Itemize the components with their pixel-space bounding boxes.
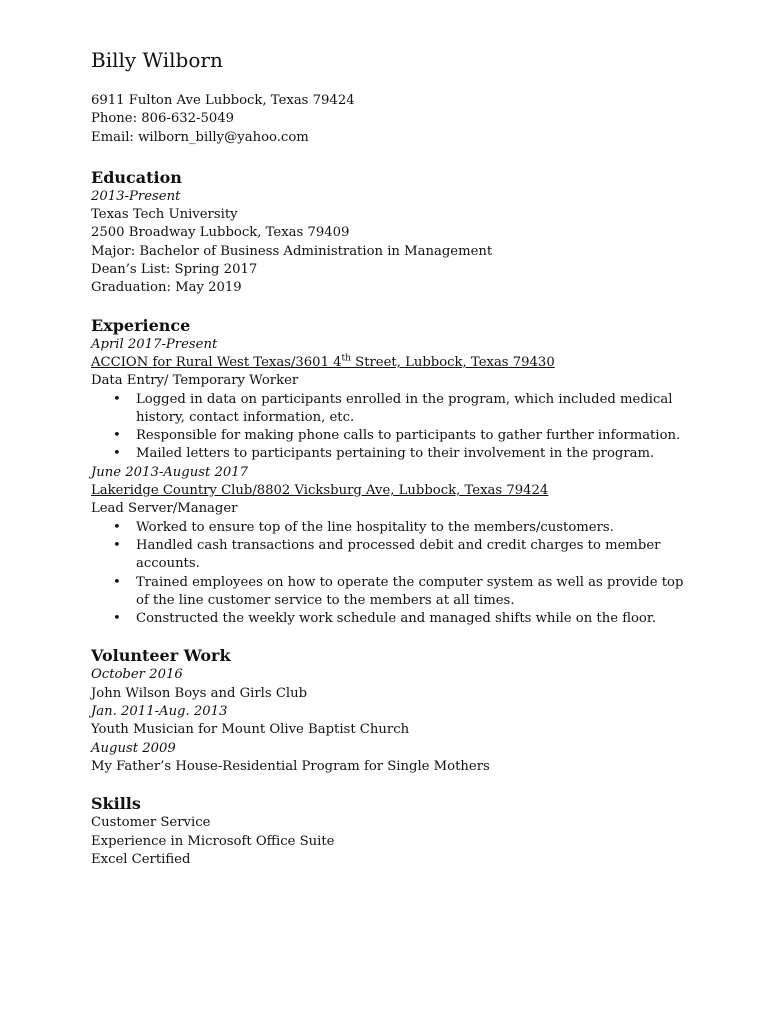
- job-bullet: [91, 391, 691, 428]
- contact-phone: Phone: 806-632-5049: [91, 111, 235, 127]
- job-bullet: [91, 574, 691, 611]
- candidate-name: Billy Wilborn: [91, 48, 223, 72]
- job-bullet-list: [91, 519, 691, 629]
- job-bullet: [91, 537, 691, 574]
- education-school: Texas Tech University: [91, 207, 238, 223]
- bullet-icon: •: [113, 519, 121, 535]
- education-date: 2013-Present: [91, 188, 181, 204]
- experience-heading: Experience: [91, 315, 191, 335]
- job-bullet-text: Responsible for making phone calls to participants to gather further information.: [136, 428, 681, 444]
- skill-item: Customer Service: [91, 815, 211, 831]
- job-bullet: [91, 445, 691, 463]
- bullet-icon: •: [113, 574, 121, 590]
- education-deans-list: Dean’s List: Spring 2017: [91, 262, 258, 278]
- volunteer-date: August 2009: [91, 740, 176, 756]
- volunteer-heading: Volunteer Work: [91, 646, 231, 666]
- education-graduation: Graduation: May 2019: [91, 280, 242, 296]
- job-organization-text-end: Street, Lubbock, Texas 79430: [350, 354, 555, 370]
- education-major: Major: Bachelor of Business Administration in Management: [91, 243, 493, 259]
- job-organization-sup: th: [341, 353, 351, 364]
- job-bullet-text: Constructed the weekly work schedule and managed shifts while on the floor.: [136, 611, 656, 627]
- volunteer-date: Jan. 2011-Aug. 2013: [91, 704, 228, 720]
- job-bullet-text: Logged in data on participants enrolled in the program, which included medical history, contact information, etc.: [136, 391, 673, 425]
- resume-page: [91, 46, 691, 886]
- bullet-icon: •: [113, 537, 121, 553]
- job-entry: [91, 464, 691, 629]
- job-organization: [91, 354, 691, 372]
- job-role: Lead Server/Manager: [91, 501, 238, 517]
- job-date: April 2017-Present: [91, 336, 218, 352]
- job-organization: Lakeridge Country Club/8802 Vicksburg Ave, Lubbock, Texas 79424: [91, 483, 549, 499]
- job-role: Data Entry/ Temporary Worker: [91, 373, 299, 389]
- skills-section: [91, 793, 691, 869]
- volunteer-item: John Wilson Boys and Girls Club: [91, 685, 308, 701]
- bullet-icon: •: [113, 446, 121, 462]
- job-bullet: [91, 610, 691, 628]
- skill-item: Experience in Microsoft Office Suite: [91, 833, 335, 849]
- bullet-icon: •: [113, 391, 121, 407]
- experience-section: [91, 315, 691, 629]
- bullet-icon: •: [113, 611, 121, 627]
- job-bullet-text: Trained employees on how to operate the computer system as well as provide top of the line customer service to the members at all times.: [136, 574, 684, 608]
- job-bullet: [91, 427, 691, 445]
- volunteer-item: My Father’s House-Residential Program for Single Mothers: [91, 758, 490, 774]
- job-entry: [91, 336, 691, 464]
- education-section: [91, 167, 691, 298]
- bullet-icon: •: [113, 428, 121, 444]
- skill-item: Excel Certified: [91, 851, 191, 867]
- job-organization-text: ACCION for Rural West Texas/3601 4: [91, 354, 342, 370]
- education-address: 2500 Broadway Lubbock, Texas 79409: [91, 225, 350, 241]
- job-bullet-text: Mailed letters to participants pertaining to their involvement in the program.: [136, 446, 655, 462]
- skills-heading: Skills: [91, 794, 141, 814]
- contact-address: 6911 Fulton Ave Lubbock, Texas 79424: [91, 93, 355, 108]
- job-bullet-text: Worked to ensure top of the line hospitality to the members/customers.: [136, 519, 614, 535]
- job-bullet: [91, 519, 691, 537]
- volunteer-date: October 2016: [91, 667, 183, 683]
- volunteer-section: [91, 645, 691, 776]
- job-date: June 2013-August 2017: [91, 464, 249, 480]
- job-bullet-text: Handled cash transactions and processed debit and credit charges to member accounts.: [136, 537, 661, 572]
- volunteer-item: Youth Musician for Mount Olive Baptist Church: [91, 722, 410, 738]
- contact-email: Email: wilborn_billy@yahoo.com: [91, 129, 309, 145]
- job-bullet-list: [91, 391, 691, 464]
- contact-block: [91, 92, 691, 147]
- education-heading: Education: [91, 167, 182, 187]
